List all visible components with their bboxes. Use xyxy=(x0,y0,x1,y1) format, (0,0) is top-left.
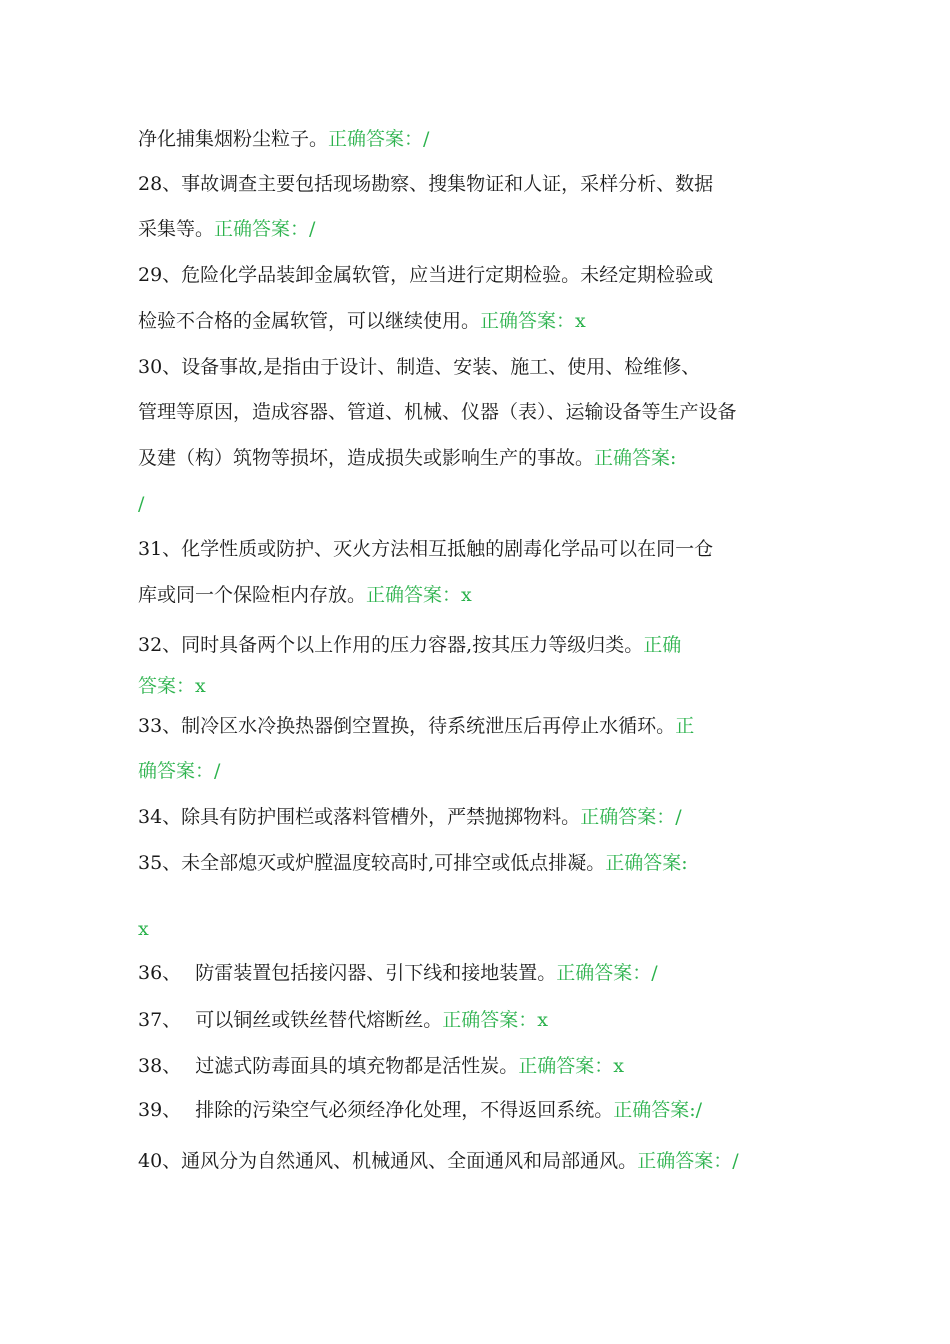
question-29-line-2: 检验不合格的金属软管，可以继续使用。正确答案：x xyxy=(138,310,586,332)
question-35-line-2 xyxy=(138,916,149,942)
question-39-line: 39、 排除的污染空气必须经净化处理，不得返回系统。正确答案:/ xyxy=(138,1099,703,1121)
answer-text: 答案：x xyxy=(138,675,206,697)
question-33-line-2 xyxy=(138,758,220,784)
question-31-line-2: 库或同一个保险柜内存放。正确答案：x xyxy=(138,584,472,606)
question-38-line: 38、 过滤式防毒面具的填充物都是活性炭。正确答案：x xyxy=(138,1055,624,1077)
question-30-line-2: 管理等原因，造成容器、管道、机械、仪器（表）、运输设备等生产设备 xyxy=(138,401,737,423)
answer-text: 确答案：/ xyxy=(138,760,221,782)
question-30-line-4 xyxy=(138,491,144,517)
answer-text: 正确答案: xyxy=(594,447,677,469)
answer-text: 正确答案：/ xyxy=(328,128,430,150)
question-35-line-1: 35、未全部熄灭或炉膛温度较高时,可排空或低点排凝。正确答案: xyxy=(138,852,688,874)
answer-text: / xyxy=(138,493,145,515)
answer-text: x xyxy=(138,918,149,940)
answer-text: 正确答案: xyxy=(605,852,688,874)
question-29-line-1: 29、危险化学品装卸金属软管，应当进行定期检验。未经定期检验或 xyxy=(138,264,714,286)
answer-text: 正确答案：/ xyxy=(637,1150,739,1172)
question-32-line-1: 32、同时具备两个以上作用的压力容器,按其压力等级归类。正确 xyxy=(138,634,682,656)
answer-text: 正确答案：x xyxy=(442,1009,548,1031)
question-40-line: 40、通风分为自然通风、机械通风、全面通风和局部通风。正确答案：/ xyxy=(138,1150,739,1172)
question-28-line-1: 28、事故调查主要包括现场勘察、搜集物证和人证，采样分析、数据 xyxy=(138,173,714,195)
text-line: 净化捕集烟粉尘粒子。正确答案：/ xyxy=(138,128,430,150)
answer-text: 正确答案:/ xyxy=(613,1099,703,1121)
question-33-line-1: 33、制冷区水冷换热器倒空置换，待系统泄压后再停止水循环。正 xyxy=(138,715,695,737)
answer-text: 正确答案：/ xyxy=(214,218,316,240)
answer-text: 正确 xyxy=(643,634,682,656)
question-32-line-2 xyxy=(138,673,206,699)
answer-text: 正确答案：x xyxy=(366,584,472,606)
answer-text: 正确答案：/ xyxy=(556,962,658,984)
question-36-line: 36、 防雷装置包括接闪器、引下线和接地装置。正确答案：/ xyxy=(138,962,658,984)
question-28-line-2: 采集等。正确答案：/ xyxy=(138,218,316,240)
question-34-line: 34、除具有防护围栏或落料管槽外，严禁抛掷物料。正确答案：/ xyxy=(138,806,682,828)
question-30-line-3: 及建（构）筑物等损坏，造成损失或影响生产的事故。正确答案: xyxy=(138,447,677,469)
answer-text: 正确答案：x xyxy=(480,310,586,332)
question-37-line: 37、 可以铜丝或铁丝替代熔断丝。正确答案：x xyxy=(138,1009,548,1031)
question-30-line-1: 30、设备事故,是指由于设计、制造、安装、施工、使用、检维修、 xyxy=(138,356,701,378)
question-31-line-1: 31、化学性质或防护、灭火方法相互抵触的剧毒化学品可以在同一仓 xyxy=(138,538,714,560)
answer-text: 正 xyxy=(675,715,695,737)
answer-text: 正确答案：/ xyxy=(580,806,682,828)
answer-text: 正确答案：x xyxy=(518,1055,624,1077)
